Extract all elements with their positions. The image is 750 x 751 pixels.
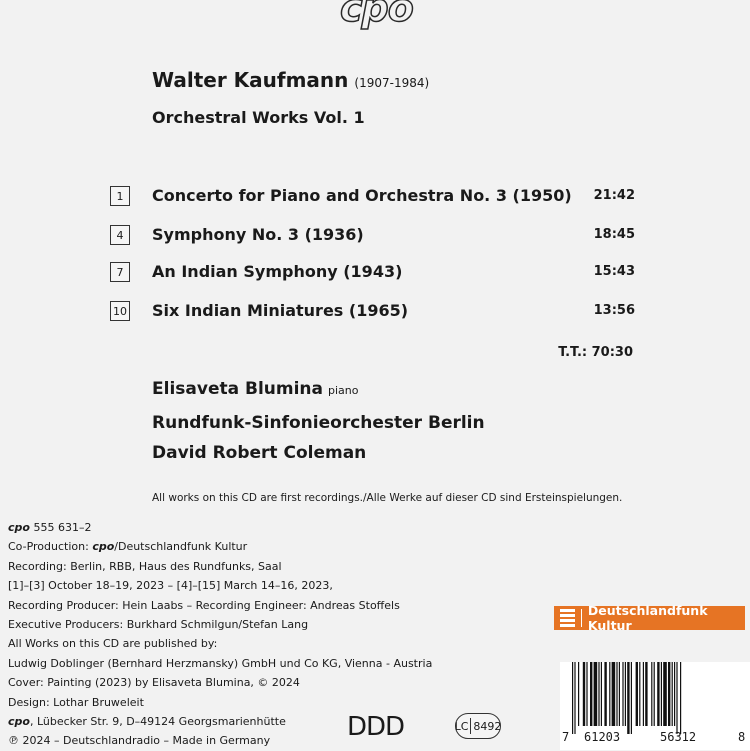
credit-line: Executive Producers: Burkhard Schmilgun/Stefan Lang (8, 618, 309, 632)
credit-line: Cover: Painting (2023) by Elisaveta Blumina, © 2024 (8, 676, 300, 690)
track-number: 4 (110, 225, 130, 245)
album-title: Orchestral Works Vol. 1 (152, 108, 365, 127)
barcode-bar (676, 662, 677, 734)
barcode-digit-group: 61203 (584, 730, 621, 744)
barcode-bar (598, 662, 599, 726)
track-title: An Indian Symphony (1943) (152, 262, 403, 281)
coproduction-prefix: Co-Production: (8, 540, 93, 554)
label-code-prefix: LC (454, 719, 469, 733)
credit-line: Design: Lothar Bruweleit (8, 695, 144, 709)
performer-conductor (152, 443, 366, 463)
performer-role: piano (328, 384, 359, 397)
label-code-number: 8492 (473, 719, 502, 733)
barcode-bar (625, 662, 626, 726)
performer-name: Elisaveta Blumina (152, 379, 323, 399)
barcode-digit-group: 56312 (660, 730, 697, 744)
credit-line: All Works on this CD are published by: (8, 637, 218, 651)
barcode-bar (674, 662, 675, 726)
deutschlandfunk-logo (554, 603, 745, 633)
track-number: 1 (110, 186, 130, 206)
barcode-bar (657, 662, 659, 726)
credit-line: [1]–[3] October 18–19, 2023 – [4]–[15] March 14–16, 2023, (8, 579, 333, 593)
barcode-bar (661, 662, 662, 726)
barcode-bar (645, 662, 647, 726)
barcode-bar (574, 662, 575, 734)
track-title: Concerto for Piano and Orchestra No. 3 (1950) (152, 186, 572, 205)
coproduction-line (8, 537, 432, 556)
track-title: Symphony No. 3 (1936) (152, 225, 364, 244)
barcode-bars (572, 662, 742, 736)
barcode-bar (651, 662, 652, 726)
barcode-bar (672, 662, 673, 726)
logo-divider (581, 609, 582, 627)
composer-heading (152, 68, 429, 92)
broadcaster-mark-icon (560, 609, 575, 627)
barcode-bar (609, 662, 610, 726)
track-time: 13:56 (593, 303, 635, 318)
barcode-digit-group: 8 (738, 730, 746, 744)
barcode-bar (636, 662, 638, 726)
performer-name: David Robert Coleman (152, 443, 367, 463)
first-recordings-note: All works on this CD are first recordings./Alle Werke auf dieser CD sind Ersteinspielungen. (152, 492, 623, 504)
barcode-bar (604, 662, 606, 726)
barcode-bar (578, 662, 579, 726)
barcode-bar (663, 662, 667, 726)
total-time: T.T.: 70:30 (558, 345, 633, 360)
barcode-bar (627, 662, 629, 734)
credit-line: Recording: Berlin, RBB, Haus des Rundfunks, Saal (8, 559, 282, 573)
barcode-bar (619, 662, 620, 726)
barcode-bar (654, 662, 655, 726)
barcode-bar (586, 662, 587, 726)
barcode-bar (601, 662, 602, 726)
barcode-bar (594, 662, 598, 726)
barcode-bar (590, 662, 592, 726)
address: , Lübecker Str. 9, D–49124 Georgsmarienhütte (29, 715, 286, 729)
credit-line: Ludwig Doblinger (Bernhard Herzmansky) GmbH und Co KG, Vienna - Austria (8, 656, 433, 670)
performer-orchestra (152, 413, 485, 433)
track-title: Six Indian Miniatures (1965) (152, 301, 409, 320)
barcode-bar (616, 662, 617, 726)
credit-line: Recording Producer: Hein Laabs – Recording Engineer: Andreas Stoffels (8, 598, 400, 612)
coproduction-suffix: /Deutschlandfunk Kultur (114, 540, 248, 554)
cpo-brand: cpo (8, 715, 30, 729)
composer-dates: (1907-1984) (354, 76, 430, 90)
barcode-bar (680, 662, 681, 734)
barcode-bar (668, 662, 670, 726)
catalog-number: 555 631–2 (29, 521, 92, 534)
cpo-brand: cpo (8, 521, 30, 534)
track-row (110, 185, 635, 209)
track-row (110, 300, 635, 324)
barcode-bar (583, 662, 585, 726)
track-time: 18:45 (593, 227, 635, 242)
performer-soloist (152, 379, 358, 399)
broadcaster-name: Deutschlandfunk Kultur (587, 603, 708, 633)
cpo-brand: cpo (92, 540, 115, 554)
barcode-bar (622, 662, 623, 726)
performer-name: Rundfunk-Sinfonieorchester Berlin (152, 413, 485, 433)
track-number: 10 (110, 301, 130, 321)
track-time: 15:43 (593, 264, 635, 279)
barcode-bar (639, 662, 640, 726)
ddd-code: DDD (347, 712, 405, 742)
barcode-digit-group: 7 (562, 730, 570, 744)
barcode-bar (631, 662, 632, 734)
barcode-bar (572, 662, 573, 734)
track-time: 21:42 (593, 188, 635, 203)
barcode (560, 662, 750, 750)
label-code (455, 713, 501, 739)
track-number: 7 (110, 262, 130, 282)
barcode-bar (643, 662, 644, 726)
cpo-logo: cpo (340, 0, 413, 30)
copyright-line: ℗ 2024 – Deutschlandradio – Made in Germany (8, 734, 271, 748)
track-row (110, 224, 635, 248)
barcode-bar (612, 662, 616, 726)
track-row (110, 261, 635, 285)
catalog-number-line (8, 518, 432, 537)
composer-name: Walter Kaufmann (152, 68, 349, 92)
